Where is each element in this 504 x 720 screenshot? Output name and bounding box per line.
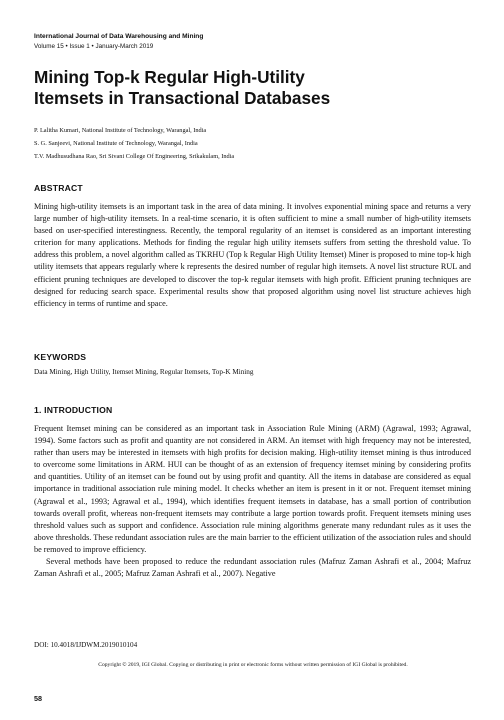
keywords-text: Data Mining, High Utility, Itemset Mining, Regular Itemsets, Top-K Mining [34, 368, 254, 376]
author-1: P. Lalitha Kumari, National Institute of Technology, Warangal, India [34, 127, 207, 134]
introduction-paragraph-2: Several methods have been proposed to reduce the redundant association rules (Mafruz Zaman Ashrafi et al., 2004; Mafruz Zaman Ashrafi et al., 2005; Mafruz Zaman Ashrafi et al., 2007). Negative [34, 557, 471, 579]
paper-title-line-1: Mining Top-k Regular High-Utility [34, 67, 305, 87]
introduction-heading: 1. INTRODUCTION [34, 405, 113, 415]
paper-title [34, 67, 474, 109]
abstract-text: Mining high-utility itemsets is an important task in the area of data mining. It involves exponential mining space and returns a very large number of high-utility itemsets. In a real-time scenario, it is often sufficient to mine a small number of high-utility itemsets based on user-specified interestingness. Recently, the temporal regularity of an itemset is considered as an important interesting criterion for many applications. Methods for finding the regular high utility itemsets suffers from setting the threshold value. To address this problem, a novel algorithm called as TKRHU (Top k Regular High Utility Itemset) Miner is proposed to mine top-k high utility itemsets that appears regularly where k represents the desired number of regular high itemsets. A novel list structure RUL and efficient pruning techniques are developed to discover the top-k regular itemsets with high profit. Efficient pruning techniques are designed for reducing search space. Experimental results show that proposed algorithm using novel list structure achieves high efficiency in terms of runtime and space. [34, 202, 471, 308]
author-2: S. G. Sanjeevi, National Institute of Technology, Warangal, India [34, 140, 198, 147]
introduction-paragraph-1: Frequent Itemset mining can be considered as an important task in Association Rule Mining (ARM) (Agrawal, 1993; Agrawal, 1994). Some factors such as profit and quantity are not considered in ARM. An itemset with high frequency may not be interested, rather than users may be interested in itemsets with high profits for decision making. High-utility itemset mining is thus introduced to overcome some limitations in ARM. HUI can be thought of as an extension of frequency itemset mining by considering profits and quantities. Utility of an itemset can be found out by using profit and quantity. All the items in database are considered as equal importance in traditional association rule mining model. It checks whether an item is present in it or not. Frequent itemset mining (Agrawal et al., 1993; Agrawal et al., 1994), which identifies frequent itemsets in database, has a small portion of contribution towards overall profit, whereas non-frequent itemsets may contribute a large portion towards profit. Frequent itemsets mining uses threshold values such as support and confidence. Association rule mining algorithms generate many redundant rules as it uses the above thresholds. These redundant association rules are the main barrier to the efficient utilization of the association rules and should be removed to improve efficiency. [34, 424, 471, 554]
journal-volume: Volume 15 • Issue 1 • January-March 2019 [34, 43, 154, 50]
author-list [34, 124, 474, 163]
author-3: T.V. Madhusudhana Rao, Sri Sivani College Of Engineering, Srikakulam, India [34, 153, 235, 160]
doi: DOI: 10.4018/IJDWM.2019010104 [34, 641, 138, 649]
paper-title-line-2: Itemsets in Transactional Databases [34, 88, 331, 108]
introduction-body [34, 423, 471, 580]
keywords-heading: KEYWORDS [34, 352, 87, 362]
abstract-heading: ABSTRACT [34, 183, 83, 193]
page-number: 58 [34, 694, 42, 703]
journal-name: International Journal of Data Warehousing and Mining [34, 33, 204, 40]
copyright-notice: Copyright © 2019, IGI Global. Copying or distributing in print or electronic forms without written permission of IGI Global is prohibited. [98, 662, 408, 668]
